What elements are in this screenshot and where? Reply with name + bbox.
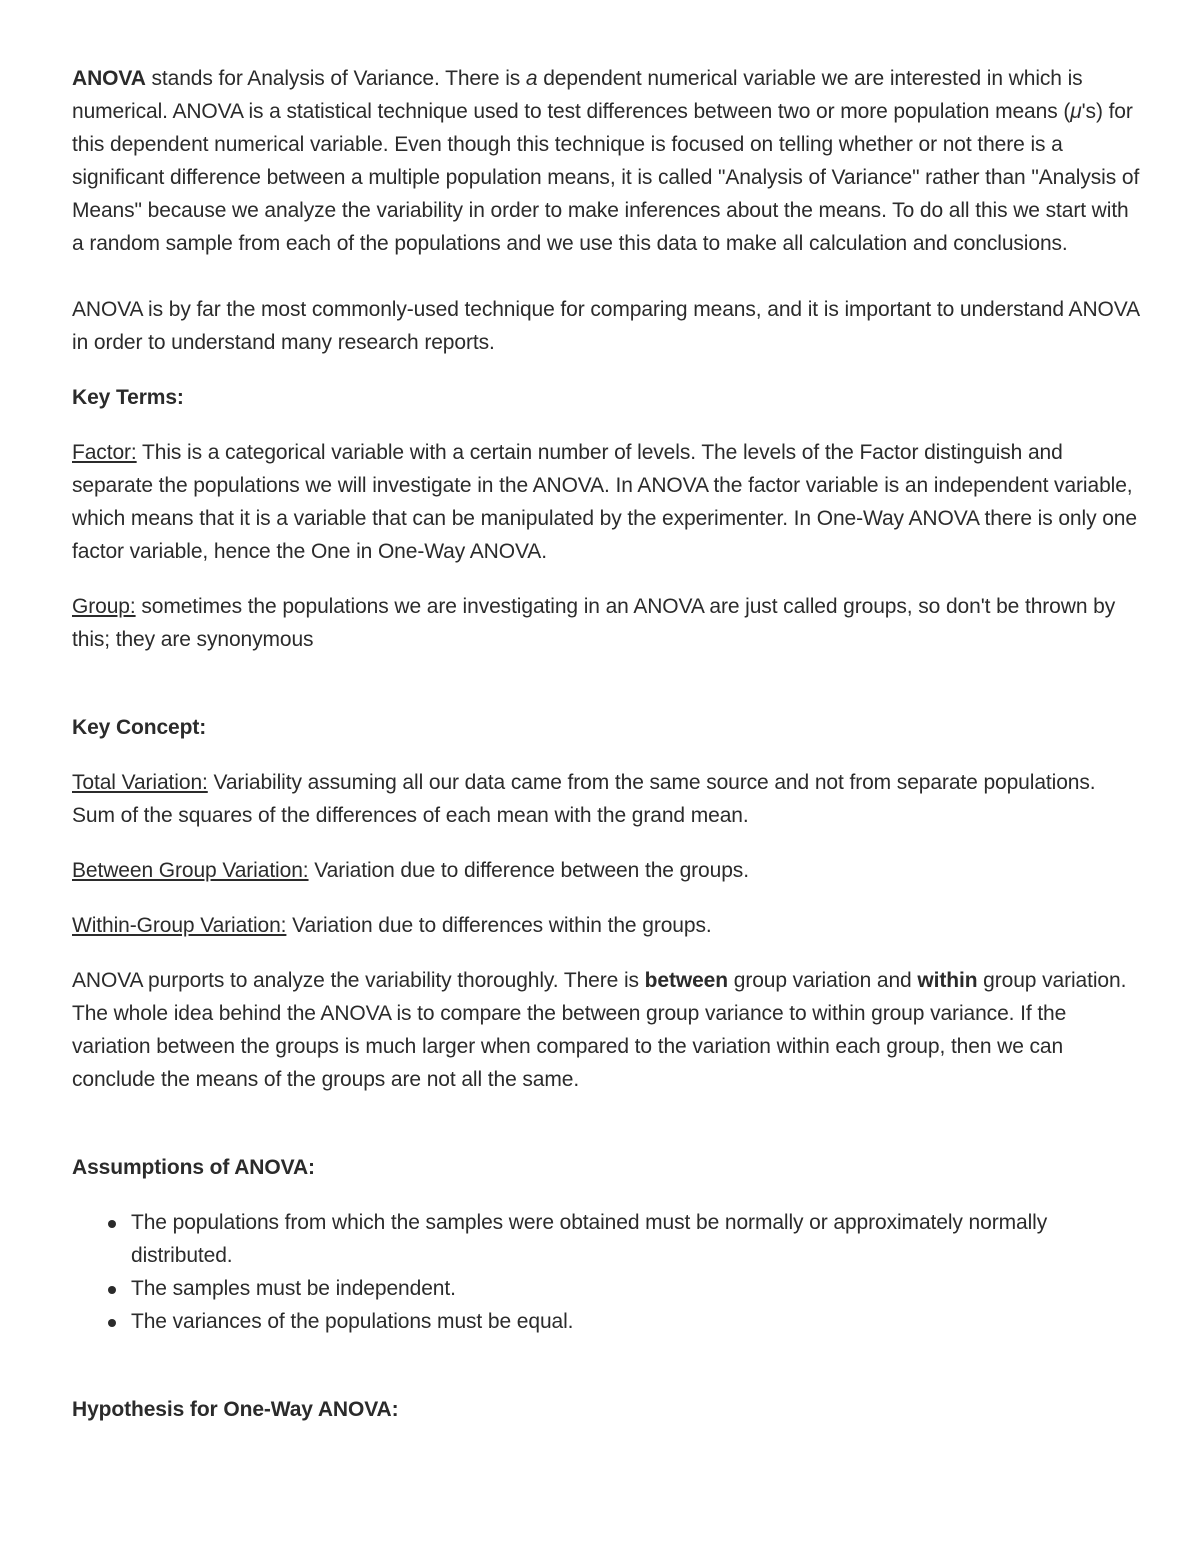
assumptions-heading: Assumptions of ANOVA: <box>72 1156 315 1179</box>
total-variation-definition <box>72 766 1142 832</box>
intro-text-2: dependent numerical variable we are interested in which is numerical. ANOVA is a statistical technique used to test differences between two or more population means ( <box>72 67 1083 123</box>
mu-symbol: μ <box>1070 100 1082 123</box>
within-group-definition <box>72 909 1142 942</box>
key-terms-heading: Key Terms: <box>72 386 184 409</box>
between-bold: between <box>644 969 728 992</box>
between-group-text: Variation due to difference between the groups. <box>308 859 749 882</box>
group-text: sometimes the populations we are investigating in an ANOVA are just called groups, so don't be thrown by this; they are synonymous <box>72 595 1116 651</box>
variability-summary <box>72 964 1142 1096</box>
second-paragraph: ANOVA is by far the most commonly-used technique for comparing means, and it is important to understand ANOVA in order to understand many research reports. <box>72 298 1139 354</box>
list-item: The samples must be independent. <box>131 1272 1142 1305</box>
between-group-label: Between Group Variation: <box>72 859 309 882</box>
list-item: The populations from which the samples were obtained must be normally or approximately normally distributed. <box>131 1206 1142 1272</box>
factor-definition <box>72 436 1142 568</box>
intro-a-letter: a <box>525 67 538 90</box>
between-group-definition <box>72 854 1142 887</box>
summary-text-2: group variation and <box>728 969 918 992</box>
document-page <box>72 62 1142 1426</box>
within-group-text: Variation due to differences within the groups. <box>286 914 712 937</box>
total-variation-label: Total Variation: <box>72 771 208 794</box>
assumptions-list <box>72 1206 1142 1338</box>
anova-term: ANOVA <box>72 67 146 90</box>
hypothesis-heading: Hypothesis for One-Way ANOVA: <box>72 1398 399 1421</box>
intro-text-1: stands for Analysis of Variance. There is <box>145 67 526 90</box>
within-bold: within <box>917 969 978 992</box>
total-variation-text: Variability assuming all our data came from the same source and not from separate populations. Sum of the squares of the differences of each mean with the grand mean. <box>72 771 1096 827</box>
within-group-label: Within-Group Variation: <box>72 914 287 937</box>
group-definition <box>72 590 1142 656</box>
list-item: The variances of the populations must be equal. <box>131 1305 1142 1338</box>
group-label: Group: <box>72 595 136 618</box>
factor-label: Factor: <box>72 441 137 464</box>
summary-text-3: group variation. The whole idea behind the ANOVA is to compare the between group variance to within group variance. If the variation between the groups is much larger when compared to the variation within each group, then we can conclude the means of the groups are not all the same. <box>72 969 1127 1091</box>
intro-paragraph <box>72 62 1142 260</box>
intro-text-3: 's) for this dependent numerical variable. Even though this technique is focused on telling whether or not there is a significant difference between a multiple population means, it is called "Analysis of Variance" rather than "Analysis of Means" because we analyze the variability in order to make inferences about the means. To do all this we start with a random sample from each of the populations and we use this data to make all calculation and conclusions. <box>72 100 1140 255</box>
key-concept-heading: Key Concept: <box>72 716 207 739</box>
summary-text-1: ANOVA purports to analyze the variability thoroughly. There is <box>72 969 645 992</box>
factor-text: This is a categorical variable with a certain number of levels. The levels of the Factor distinguish and separate the populations we will investigate in the ANOVA. In ANOVA the factor variable is an independent variable, which means that it is a variable that can be manipulated by the experimenter. In One-Way ANOVA there is only one factor variable, hence the One in One-Way ANOVA. <box>72 441 1137 563</box>
